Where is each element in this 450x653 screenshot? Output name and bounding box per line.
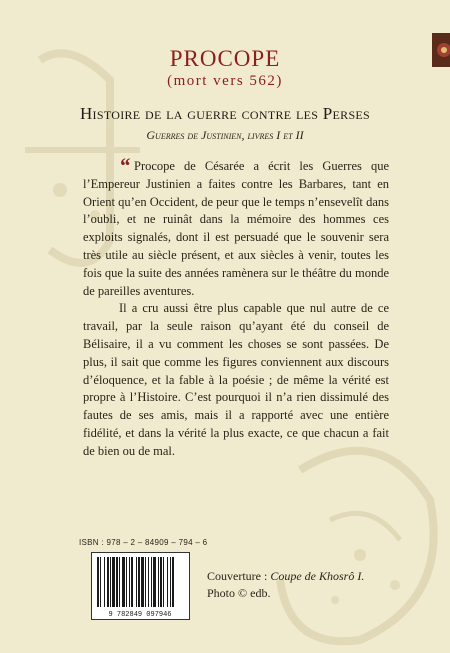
barcode-bars (92, 553, 189, 619)
barcode-bar (136, 557, 137, 607)
barcode-bar (116, 557, 118, 607)
book-title: Histoire de la guerre contre les Perses (79, 104, 371, 123)
cover-credits (207, 568, 364, 602)
barcode-bar (104, 557, 105, 607)
blurb-paragraph-1 (83, 153, 389, 300)
barcode-bar (158, 557, 159, 607)
barcode-bar (100, 557, 101, 607)
barcode-bar (126, 557, 127, 607)
barcode-bar (112, 557, 115, 607)
barcode-bar (97, 557, 99, 607)
barcode-bar (160, 557, 162, 607)
author-dates: (mort vers 562) (167, 73, 283, 89)
barcode-bar (129, 557, 130, 607)
barcode-bar (107, 557, 109, 607)
barcode-bar (110, 557, 111, 607)
barcode-bar (141, 557, 144, 607)
barcode-bar (145, 557, 146, 607)
barcode-bar (119, 557, 120, 607)
book-subtitle: Guerres de Justinien, livres I et II (146, 128, 304, 142)
barcode-bar (167, 557, 168, 607)
barcode-bar (172, 557, 174, 607)
quote-mark: “ (119, 153, 130, 178)
barcode-bar (170, 557, 171, 607)
author-name: PROCOPE (169, 46, 281, 71)
barcode-bar (131, 557, 133, 607)
cover-credit-label: Couverture : (207, 569, 271, 583)
cover-credit-line (207, 568, 364, 585)
barcode-bar (163, 557, 164, 607)
cover-credit-work: Coupe de Khosrô I. (270, 569, 365, 583)
barcode (91, 552, 190, 620)
barcode-bar (138, 557, 140, 607)
barcode-bar (151, 557, 152, 607)
blurb-paragraph-2: Il a cru aussi être plus capable que nul autre de ce travail, par la seule raison qu’ayant été du conseil de Bélisaire, il a vu comment les choses se sont passées. De plus, il sait que comme les figures conviennent aux discours d’éloquence, et la fable à la poésie ; de même la vérité est propre à l’Histoire. C’est pourquoi il n’a rien dissimulé des fautes de ses amis, mais il a rapporté avec une entière fidélité, et dans la vérité la plus exacte, ce que chacun a fait de bien ou de mal. (83, 301, 389, 458)
blurb-text (83, 153, 389, 461)
blurb-paragraph-1-text: Procope de Césarée a écrit les Guerres que l’Empereur Justinien a faites contre les Barbares, tant en Orient qu’en Occident, de peur que le temps n’ensevelît dans l’oubli, et ne ruinât dans la mémoire des hommes ces exploits signalés, dont il est persuadé que le souvenir sera très utile au siècle présent, et aux siècles à venir, toutes les fois que la suite des années ramènera sur le théâtre du monde de pareilles aventures. (83, 159, 389, 298)
barcode-digits: 9 782849 097946 (108, 611, 172, 619)
cover-header (0, 46, 450, 143)
barcode-bar (153, 557, 156, 607)
isbn-label: ISBN : 978 – 2 – 84909 – 794 – 6 (79, 538, 208, 547)
photo-credit: Photo © edb. (207, 586, 271, 600)
barcode-bar (122, 557, 125, 607)
barcode-bar (148, 557, 149, 607)
